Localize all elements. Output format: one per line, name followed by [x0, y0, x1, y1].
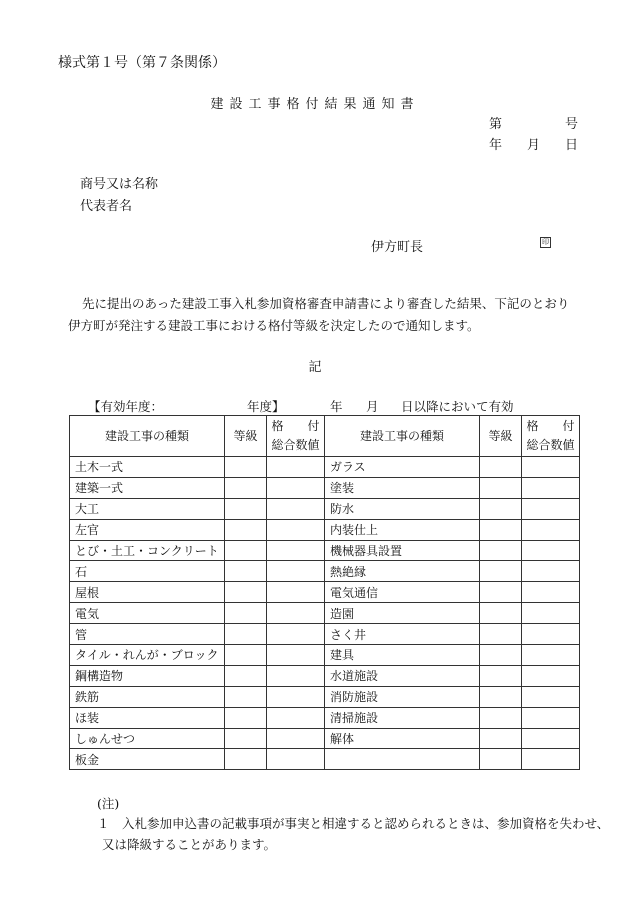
- grade-cell: [480, 645, 522, 666]
- document-number: [489, 113, 579, 132]
- score-cell: [267, 645, 325, 666]
- score-cell: [522, 728, 580, 749]
- grade-cell: [225, 624, 267, 645]
- score-cell: [267, 624, 325, 645]
- grade-cell: [225, 603, 267, 624]
- note-line-1: １ 入札参加申込書の記載事項が事実と相違すると認められるときは、参加資格を失わせ、: [97, 816, 610, 831]
- issuer-name: 伊方町長: [371, 240, 424, 255]
- work-type-cell: 鋼構造物: [70, 665, 225, 686]
- work-type-cell: 塗装: [325, 477, 480, 498]
- score-cell: [267, 749, 325, 770]
- grade-cell: [225, 707, 267, 728]
- grade-cell: [480, 728, 522, 749]
- effective-nendo: 年度】: [247, 399, 285, 414]
- work-type-cell: 造園: [325, 603, 480, 624]
- date-day: 日: [565, 138, 579, 153]
- score-cell: [267, 728, 325, 749]
- recipient-representative: 代表者名: [80, 199, 133, 214]
- grade-cell: [480, 582, 522, 603]
- table-row: [70, 645, 580, 666]
- table-row: [70, 519, 580, 540]
- grade-cell: [480, 498, 522, 519]
- grade-cell: [480, 540, 522, 561]
- table-row: [70, 749, 580, 770]
- score-cell: [267, 707, 325, 728]
- grade-cell: [480, 624, 522, 645]
- header-score-left: [267, 416, 325, 457]
- document-title: 建設工事格付結果通知書: [210, 97, 420, 112]
- grade-cell: [225, 477, 267, 498]
- table-header-row: [70, 416, 580, 457]
- score-cell: [267, 457, 325, 478]
- work-type-cell: 清掃施設: [325, 707, 480, 728]
- header-score-bottom: 総合数値: [526, 438, 575, 452]
- grade-cell: [480, 457, 522, 478]
- table-row: [70, 540, 580, 561]
- work-type-cell: [325, 749, 480, 770]
- score-cell: [522, 477, 580, 498]
- score-cell: [267, 498, 325, 519]
- table-row: [70, 707, 580, 728]
- score-cell: [522, 519, 580, 540]
- work-type-cell: 内装仕上: [325, 519, 480, 540]
- work-type-cell: とび・土工・コンクリート: [70, 540, 225, 561]
- notes-heading: (注): [97, 796, 120, 811]
- score-cell: [267, 665, 325, 686]
- effective-open: 【有効年度：: [88, 399, 164, 414]
- score-cell: [522, 665, 580, 686]
- work-type-cell: タイル・れんが・ブロック: [70, 645, 225, 666]
- recipient-trade-name: 商号又は名称: [80, 177, 159, 192]
- work-type-cell: 左官: [70, 519, 225, 540]
- table-row: [70, 665, 580, 686]
- work-type-cell: 管: [70, 624, 225, 645]
- date-year: 年: [489, 138, 503, 153]
- work-type-cell: 鉄筋: [70, 686, 225, 707]
- number-suffix: 号: [565, 117, 579, 132]
- grade-cell: [480, 519, 522, 540]
- score-cell: [522, 561, 580, 582]
- score-cell: [267, 561, 325, 582]
- work-type-cell: 熱絶縁: [325, 561, 480, 582]
- score-cell: [522, 749, 580, 770]
- header-grade-right: 等級: [480, 416, 522, 457]
- table-row: [70, 686, 580, 707]
- work-type-cell: 板金: [70, 749, 225, 770]
- ki-heading: 記: [308, 360, 322, 375]
- grade-cell: [480, 603, 522, 624]
- table-row: [70, 477, 580, 498]
- grade-cell: [225, 561, 267, 582]
- grade-cell: [480, 686, 522, 707]
- grade-cell: [480, 749, 522, 770]
- header-score-right: [522, 416, 580, 457]
- work-type-cell: 建具: [325, 645, 480, 666]
- score-cell: [522, 498, 580, 519]
- score-cell: [522, 582, 580, 603]
- work-type-cell: 電気通信: [325, 582, 480, 603]
- work-type-cell: 大工: [70, 498, 225, 519]
- score-cell: [522, 457, 580, 478]
- score-cell: [267, 540, 325, 561]
- score-cell: [267, 477, 325, 498]
- score-cell: [267, 519, 325, 540]
- grade-cell: [480, 561, 522, 582]
- date-month: 月: [527, 138, 541, 153]
- header-score-bottom: 総合数値: [271, 438, 320, 452]
- grade-cell: [225, 749, 267, 770]
- score-cell: [522, 645, 580, 666]
- number-prefix: 第: [489, 117, 503, 132]
- note-line-2: 又は降級することがあります。: [102, 837, 277, 852]
- header-grade-left: 等級: [225, 416, 267, 457]
- header-score-top: 格 付: [271, 419, 320, 433]
- table-row: [70, 582, 580, 603]
- table-row: [70, 457, 580, 478]
- grade-cell: [225, 582, 267, 603]
- work-type-cell: 機械器具設置: [325, 540, 480, 561]
- table-row: [70, 498, 580, 519]
- grade-cell: [225, 519, 267, 540]
- table-row: [70, 728, 580, 749]
- grade-table: [69, 415, 580, 770]
- grade-cell: [225, 686, 267, 707]
- table-row: [70, 561, 580, 582]
- grade-cell: [480, 707, 522, 728]
- grade-cell: [225, 498, 267, 519]
- work-type-cell: 土木一式: [70, 457, 225, 478]
- header-score-top: 格 付: [526, 419, 575, 433]
- work-type-cell: 水道施設: [325, 665, 480, 686]
- work-type-cell: さく井: [325, 624, 480, 645]
- header-type-left: 建設工事の種類: [70, 416, 225, 457]
- body-paragraph: 先に提出のあった建設工事入札参加資格審査申請書により審査した結果、下記のとおり伊方町が発注する建設工事における格付等級を決定したので通知します。: [68, 296, 570, 333]
- work-type-cell: 消防施設: [325, 686, 480, 707]
- score-cell: [267, 686, 325, 707]
- form-number: 様式第１号（第７条関係）: [58, 55, 226, 71]
- grade-cell: [480, 665, 522, 686]
- score-cell: [267, 582, 325, 603]
- table-row: [70, 624, 580, 645]
- grade-cell: [225, 540, 267, 561]
- table-row: [70, 603, 580, 624]
- score-cell: [522, 707, 580, 728]
- work-type-cell: 石: [70, 561, 225, 582]
- grade-cell: [225, 665, 267, 686]
- work-type-cell: しゅんせつ: [70, 728, 225, 749]
- grade-cell: [225, 645, 267, 666]
- header-type-right: 建設工事の種類: [325, 416, 480, 457]
- work-type-cell: 防水: [325, 498, 480, 519]
- seal-mark: 印: [542, 238, 549, 246]
- work-type-cell: 建築一式: [70, 477, 225, 498]
- score-cell: [522, 540, 580, 561]
- score-cell: [522, 686, 580, 707]
- work-type-cell: ガラス: [325, 457, 480, 478]
- work-type-cell: 解体: [325, 728, 480, 749]
- work-type-cell: 電気: [70, 603, 225, 624]
- work-type-cell: ほ装: [70, 707, 225, 728]
- document-date: [489, 134, 579, 153]
- grade-cell: [225, 728, 267, 749]
- score-cell: [522, 624, 580, 645]
- score-cell: [522, 603, 580, 624]
- work-type-cell: 屋根: [70, 582, 225, 603]
- grade-cell: [480, 477, 522, 498]
- effective-suffix: 日以降において有効: [401, 399, 514, 414]
- score-cell: [267, 603, 325, 624]
- grade-cell: [225, 457, 267, 478]
- effective-month: 月: [366, 399, 379, 414]
- effective-year: 年: [330, 399, 343, 414]
